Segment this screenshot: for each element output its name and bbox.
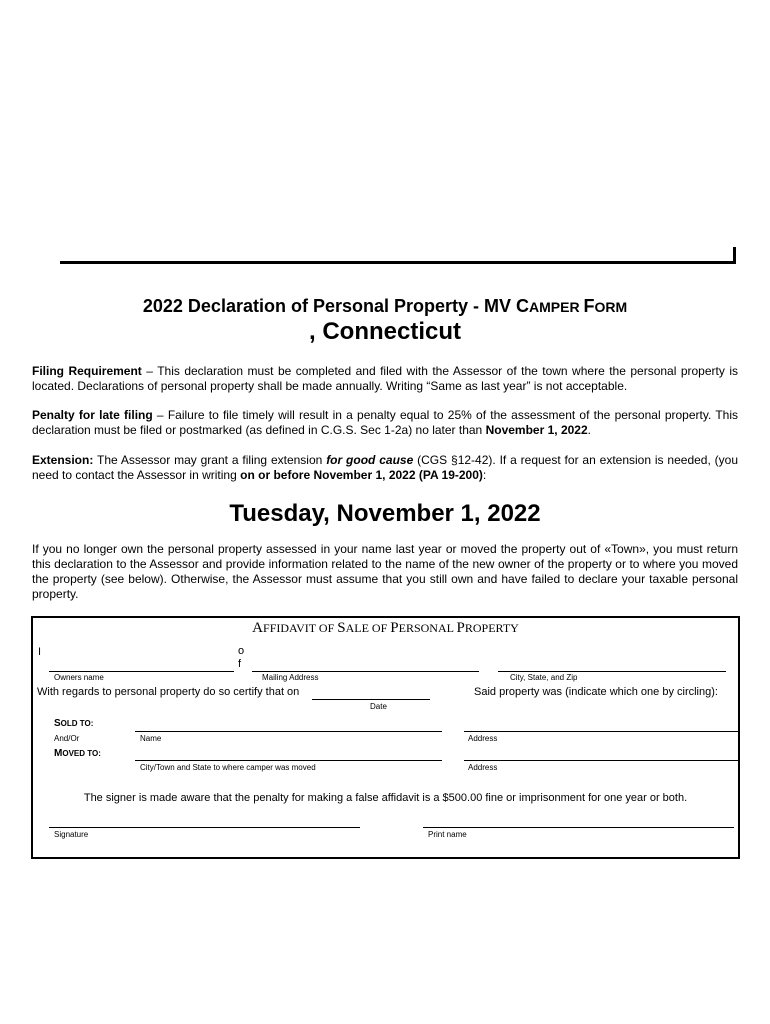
name-label: Name — [140, 734, 162, 743]
affidavit-title: AFFIDAVIT OF SALE OF PERSONAL PROPERTY — [252, 620, 519, 636]
address-label-1: Address — [468, 734, 498, 743]
moved-to-address-field[interactable] — [464, 760, 740, 761]
city-state-zip-label: City, State, and Zip — [510, 673, 578, 682]
print-name-label: Print name — [428, 830, 467, 839]
mailing-address-field[interactable] — [252, 671, 479, 672]
affidavit-i-label: I — [38, 646, 42, 658]
form-title: 2022 Declaration of Personal Property - MV CAMPER FORM — [142, 296, 628, 316]
address-label-2: Address — [468, 763, 498, 772]
false-affidavit-notice: The signer is made aware that the penalty for making a false affidavit is a $500.00 fine or imprisonment for one year or both. — [83, 792, 688, 804]
city-state-zip-field[interactable] — [498, 671, 726, 672]
form-subtitle-town: , Connecticut — [308, 318, 461, 345]
moved-to-label: MOVED TO: — [54, 748, 101, 759]
certify-text: With regards to personal property do so certify that on — [37, 686, 300, 698]
date-label: Date — [370, 702, 387, 711]
affidavit-of-f: f — [238, 658, 242, 670]
affidavit-of-o: o — [238, 645, 245, 657]
signature-label: Signature — [54, 830, 89, 839]
top-rule — [60, 261, 736, 264]
sold-to-label: SOLD TO: — [54, 718, 94, 729]
sold-to-name-field[interactable] — [135, 731, 442, 732]
mailing-address-label: Mailing Address — [262, 673, 319, 682]
sold-to-address-field[interactable] — [464, 731, 740, 732]
owners-name-field[interactable] — [49, 671, 234, 672]
moved-to-city-field[interactable] — [135, 760, 442, 761]
date-field[interactable] — [312, 699, 430, 700]
and-or-label: And/Or — [54, 734, 80, 743]
top-rule-tick — [733, 247, 736, 264]
print-name-field[interactable] — [423, 827, 734, 828]
penalty-late-filing: Penalty for late filing – Failure to file timely will result in a penalty equal to 25% of the assessment of the personal property. This declaration must be filed or postmarked (as defined in C.G.S. Sec 1-2a) no later than November 1, 2022. — [32, 408, 738, 437]
said-property-text: Said property was (indicate which one by circling): — [474, 686, 718, 698]
deadline-heading: Tuesday, November 1, 2022 — [229, 500, 541, 527]
filing-requirement: Filing Requirement – This declaration must be completed and filed with the Assessor of the town where the personal property is located. Declarations of personal property shall be made annually. Writing “Same as last year” is not acceptable. — [32, 364, 738, 393]
ownership-note: If you no longer own the personal property assessed in your name last year or moved the property out of «Town», you must return this declaration to the Assessor and provide information related to the name of the new owner of the property or to where you moved the property (see below). Otherwise, the Assessor must assume that you still own and have failed to declare your taxable personal property. — [32, 542, 738, 601]
extension-note: Extension: The Assessor may grant a filing extension for good cause (CGS §12-42). If a request for an extension is needed, (you need to contact the Assessor in writing on or before November 1, 2022 (PA 19-200): — [32, 453, 739, 482]
owners-name-label: Owners name — [54, 673, 104, 682]
city-town-label: City/Town and State to where camper was moved — [140, 763, 316, 772]
affidavit-box — [31, 616, 740, 859]
signature-field[interactable] — [49, 827, 360, 828]
